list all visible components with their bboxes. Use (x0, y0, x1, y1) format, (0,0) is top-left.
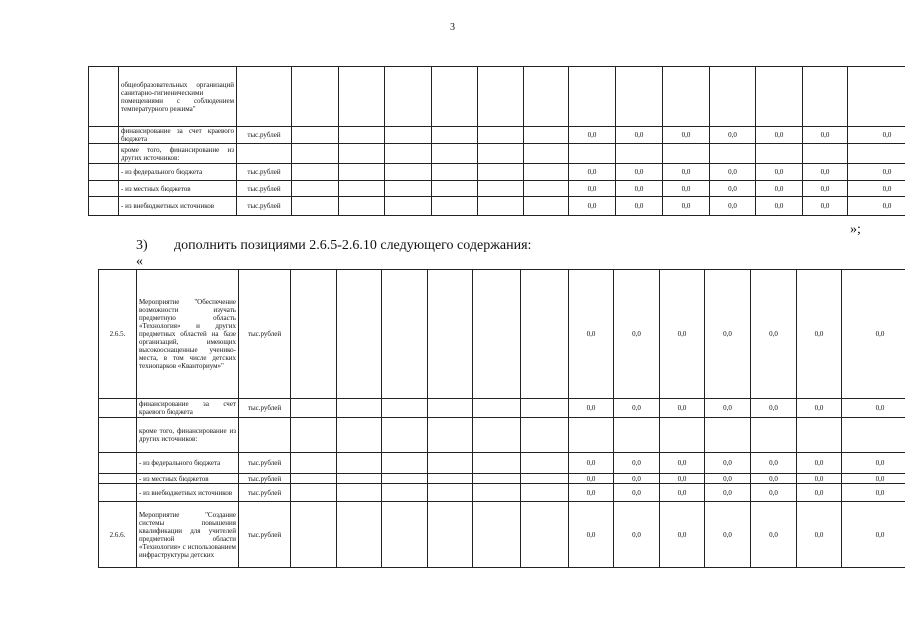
value-cell (803, 144, 848, 164)
row-code-cell (99, 399, 137, 418)
blank-cell (473, 474, 521, 484)
blank-cell (521, 502, 569, 568)
value-cell: 0,0 (842, 453, 905, 474)
blank-cell (473, 484, 521, 502)
value-cell (710, 67, 756, 127)
row-description: - из внебюджетных источников (137, 484, 239, 502)
value-cell: 0,0 (616, 127, 663, 144)
row-description: финансирование за счет краевого бюджета (119, 127, 237, 144)
row-description: - из федерального бюджета (137, 453, 239, 474)
value-cell (756, 144, 803, 164)
value-cell: 0,0 (751, 453, 797, 474)
value-cell (569, 144, 616, 164)
blank-cell (432, 164, 478, 181)
value-cell: 0,0 (710, 127, 756, 144)
blank-cell (524, 67, 569, 127)
row-unit: тыс.рублей (237, 127, 292, 144)
row-description: Мероприятие "Создание системы повышения квалификации для учителей предметной области «Технология» с использованием инфраструктуры детских (137, 502, 239, 568)
blank-cell (478, 127, 524, 144)
value-cell (660, 418, 705, 453)
value-cell: 0,0 (803, 181, 848, 197)
blank-cell (432, 144, 478, 164)
blank-cell (428, 270, 473, 399)
value-cell: 0,0 (842, 399, 905, 418)
value-cell: 0,0 (705, 399, 751, 418)
row-unit: тыс.рублей (239, 270, 291, 399)
page-number: 3 (450, 22, 455, 33)
value-cell: 0,0 (842, 484, 905, 502)
amendment-item-heading (136, 238, 531, 254)
row-description: кроме того, финансирование из других источников: (119, 144, 237, 164)
blank-cell (385, 197, 432, 216)
blank-cell (385, 144, 432, 164)
blank-cell (382, 270, 428, 399)
blank-cell (521, 453, 569, 474)
value-cell (848, 144, 905, 164)
value-cell: 0,0 (569, 474, 614, 484)
value-cell (705, 418, 751, 453)
value-cell (803, 67, 848, 127)
blank-cell (382, 418, 428, 453)
table-row (99, 502, 905, 568)
row-unit (237, 144, 292, 164)
value-cell (569, 418, 614, 453)
value-cell: 0,0 (660, 399, 705, 418)
table-row (89, 127, 905, 144)
blank-cell (291, 453, 337, 474)
table-row (99, 484, 905, 502)
value-cell: 0,0 (614, 474, 660, 484)
value-cell: 0,0 (569, 127, 616, 144)
blank-cell (291, 418, 337, 453)
blank-cell (432, 127, 478, 144)
row-code-cell (99, 484, 137, 502)
table-row (89, 197, 905, 216)
row-description: - из местных бюджетов (119, 181, 237, 197)
blank-cell (521, 484, 569, 502)
row-code-cell: 2.6.6. (99, 502, 137, 568)
blank-cell (337, 484, 382, 502)
value-cell: 0,0 (751, 502, 797, 568)
value-cell: 0,0 (614, 453, 660, 474)
value-cell: 0,0 (803, 127, 848, 144)
row-description: кроме того, финансирование из других источников: (137, 418, 239, 453)
value-cell: 0,0 (797, 399, 842, 418)
blank-cell (382, 453, 428, 474)
blank-cell (428, 502, 473, 568)
blank-cell (428, 453, 473, 474)
blank-cell (428, 418, 473, 453)
blank-cell (385, 127, 432, 144)
table-row (99, 399, 905, 418)
blank-cell (292, 127, 339, 144)
row-unit: тыс.рублей (237, 164, 292, 181)
value-cell: 0,0 (751, 474, 797, 484)
blank-cell (291, 399, 337, 418)
row-description: - из местных бюджетов (137, 474, 239, 484)
blank-cell (291, 474, 337, 484)
value-cell: 0,0 (616, 181, 663, 197)
blank-cell (385, 181, 432, 197)
blank-cell (337, 502, 382, 568)
value-cell: 0,0 (803, 197, 848, 216)
row-code-cell (89, 164, 119, 181)
blank-cell (385, 164, 432, 181)
row-code-cell (89, 181, 119, 197)
value-cell: 0,0 (569, 399, 614, 418)
value-cell: 0,0 (614, 270, 660, 399)
blank-cell (473, 453, 521, 474)
value-cell: 0,0 (756, 164, 803, 181)
value-cell: 0,0 (660, 270, 705, 399)
value-cell: 0,0 (842, 502, 905, 568)
value-cell (842, 418, 905, 453)
table-continuation (88, 66, 905, 216)
blank-cell (524, 181, 569, 197)
row-description: финансирование за счет краевого бюджета (137, 399, 239, 418)
value-cell: 0,0 (797, 502, 842, 568)
row-code-cell (99, 474, 137, 484)
row-code-cell (99, 453, 137, 474)
row-unit: тыс.рублей (239, 474, 291, 484)
value-cell (663, 67, 710, 127)
blank-cell (521, 418, 569, 453)
table-row (89, 144, 905, 164)
value-cell: 0,0 (848, 197, 905, 216)
blank-cell (337, 474, 382, 484)
value-cell: 0,0 (756, 197, 803, 216)
item-text: дополнить позициями 2.6.5-2.6.10 следующего содержания: (174, 238, 532, 253)
row-code-cell: 2.6.5. (99, 270, 137, 399)
blank-cell (292, 197, 339, 216)
blank-cell (292, 181, 339, 197)
value-cell: 0,0 (705, 270, 751, 399)
row-code-cell (89, 67, 119, 127)
blank-cell (432, 197, 478, 216)
value-cell: 0,0 (660, 502, 705, 568)
blank-cell (339, 127, 385, 144)
value-cell: 0,0 (614, 502, 660, 568)
blank-cell (478, 164, 524, 181)
table-row (99, 474, 905, 484)
table-row (89, 67, 905, 127)
blank-cell (521, 399, 569, 418)
blank-cell (382, 484, 428, 502)
blank-cell (337, 453, 382, 474)
value-cell: 0,0 (705, 484, 751, 502)
value-cell (756, 67, 803, 127)
blank-cell (428, 399, 473, 418)
row-code-cell (89, 127, 119, 144)
blank-cell (473, 399, 521, 418)
value-cell: 0,0 (710, 164, 756, 181)
blank-cell (339, 144, 385, 164)
blank-cell (292, 144, 339, 164)
blank-cell (521, 270, 569, 399)
value-cell (616, 144, 663, 164)
blank-cell (382, 474, 428, 484)
value-cell: 0,0 (848, 164, 905, 181)
value-cell (751, 418, 797, 453)
blank-cell (432, 67, 478, 127)
value-cell: 0,0 (705, 453, 751, 474)
opening-quote: « (136, 254, 143, 269)
value-cell: 0,0 (803, 164, 848, 181)
row-unit: тыс.рублей (239, 502, 291, 568)
blank-cell (428, 484, 473, 502)
blank-cell (292, 164, 339, 181)
blank-cell (524, 164, 569, 181)
blank-cell (478, 67, 524, 127)
value-cell: 0,0 (569, 164, 616, 181)
value-cell: 0,0 (663, 164, 710, 181)
value-cell: 0,0 (569, 484, 614, 502)
value-cell: 0,0 (616, 164, 663, 181)
blank-cell (524, 197, 569, 216)
value-cell: 0,0 (569, 270, 614, 399)
value-cell: 0,0 (842, 474, 905, 484)
row-code-cell (89, 144, 119, 164)
value-cell: 0,0 (710, 197, 756, 216)
value-cell: 0,0 (751, 399, 797, 418)
value-cell: 0,0 (663, 181, 710, 197)
table-row (99, 453, 905, 474)
blank-cell (524, 144, 569, 164)
row-unit: тыс.рублей (237, 197, 292, 216)
row-description: Мероприятие "Обеспечение возможности изучать предметную область «Технология» и других предметных областей на базе организаций, имеющих высокооснащенные ученико-места, в том числе детских технопарков «Кванториум»" (137, 270, 239, 399)
value-cell: 0,0 (797, 270, 842, 399)
value-cell (569, 67, 616, 127)
blank-cell (291, 270, 337, 399)
blank-cell (478, 181, 524, 197)
row-unit: тыс.рублей (239, 399, 291, 418)
value-cell: 0,0 (660, 474, 705, 484)
value-cell: 0,0 (710, 181, 756, 197)
row-description: общеобразовательных организаций санитарно-гигиеническими помещениями с соблюдением температурного режима" (119, 67, 237, 127)
blank-cell (339, 181, 385, 197)
value-cell: 0,0 (797, 453, 842, 474)
value-cell: 0,0 (797, 484, 842, 502)
value-cell (614, 418, 660, 453)
row-description: - из федерального бюджета (119, 164, 237, 181)
closing-quote: »; (850, 222, 861, 237)
blank-cell (385, 67, 432, 127)
blank-cell (473, 502, 521, 568)
row-code-cell (99, 418, 137, 453)
blank-cell (382, 399, 428, 418)
value-cell: 0,0 (569, 502, 614, 568)
blank-cell (432, 181, 478, 197)
blank-cell (478, 144, 524, 164)
value-cell (848, 67, 905, 127)
row-unit (237, 67, 292, 127)
value-cell: 0,0 (848, 127, 905, 144)
row-description: - из внебюджетных источников (119, 197, 237, 216)
table-row (89, 164, 905, 181)
value-cell (797, 418, 842, 453)
blank-cell (337, 270, 382, 399)
value-cell: 0,0 (663, 127, 710, 144)
value-cell: 0,0 (569, 197, 616, 216)
value-cell (616, 67, 663, 127)
blank-cell (292, 67, 339, 127)
table-row (99, 270, 905, 399)
value-cell (710, 144, 756, 164)
value-cell: 0,0 (660, 484, 705, 502)
blank-cell (339, 164, 385, 181)
row-unit: тыс.рублей (239, 484, 291, 502)
blank-cell (337, 418, 382, 453)
value-cell: 0,0 (705, 502, 751, 568)
value-cell: 0,0 (751, 270, 797, 399)
value-cell: 0,0 (751, 484, 797, 502)
value-cell: 0,0 (756, 127, 803, 144)
blank-cell (382, 502, 428, 568)
blank-cell (478, 197, 524, 216)
value-cell: 0,0 (663, 197, 710, 216)
blank-cell (291, 484, 337, 502)
blank-cell (524, 127, 569, 144)
value-cell: 0,0 (848, 181, 905, 197)
blank-cell (473, 270, 521, 399)
table-row (99, 418, 905, 453)
blank-cell (521, 474, 569, 484)
value-cell: 0,0 (797, 474, 842, 484)
value-cell (663, 144, 710, 164)
blank-cell (337, 399, 382, 418)
row-unit (239, 418, 291, 453)
row-unit: тыс.рублей (239, 453, 291, 474)
blank-cell (428, 474, 473, 484)
row-code-cell (89, 197, 119, 216)
value-cell: 0,0 (842, 270, 905, 399)
value-cell: 0,0 (660, 453, 705, 474)
value-cell: 0,0 (756, 181, 803, 197)
value-cell: 0,0 (616, 197, 663, 216)
value-cell: 0,0 (569, 453, 614, 474)
blank-cell (339, 67, 385, 127)
value-cell: 0,0 (705, 474, 751, 484)
blank-cell (339, 197, 385, 216)
table-row (89, 181, 905, 197)
blank-cell (473, 418, 521, 453)
value-cell: 0,0 (569, 181, 616, 197)
value-cell: 0,0 (614, 399, 660, 418)
table-new-positions (98, 269, 905, 568)
blank-cell (291, 502, 337, 568)
item-number: 3) (136, 238, 148, 253)
row-unit: тыс.рублей (237, 181, 292, 197)
value-cell: 0,0 (614, 484, 660, 502)
